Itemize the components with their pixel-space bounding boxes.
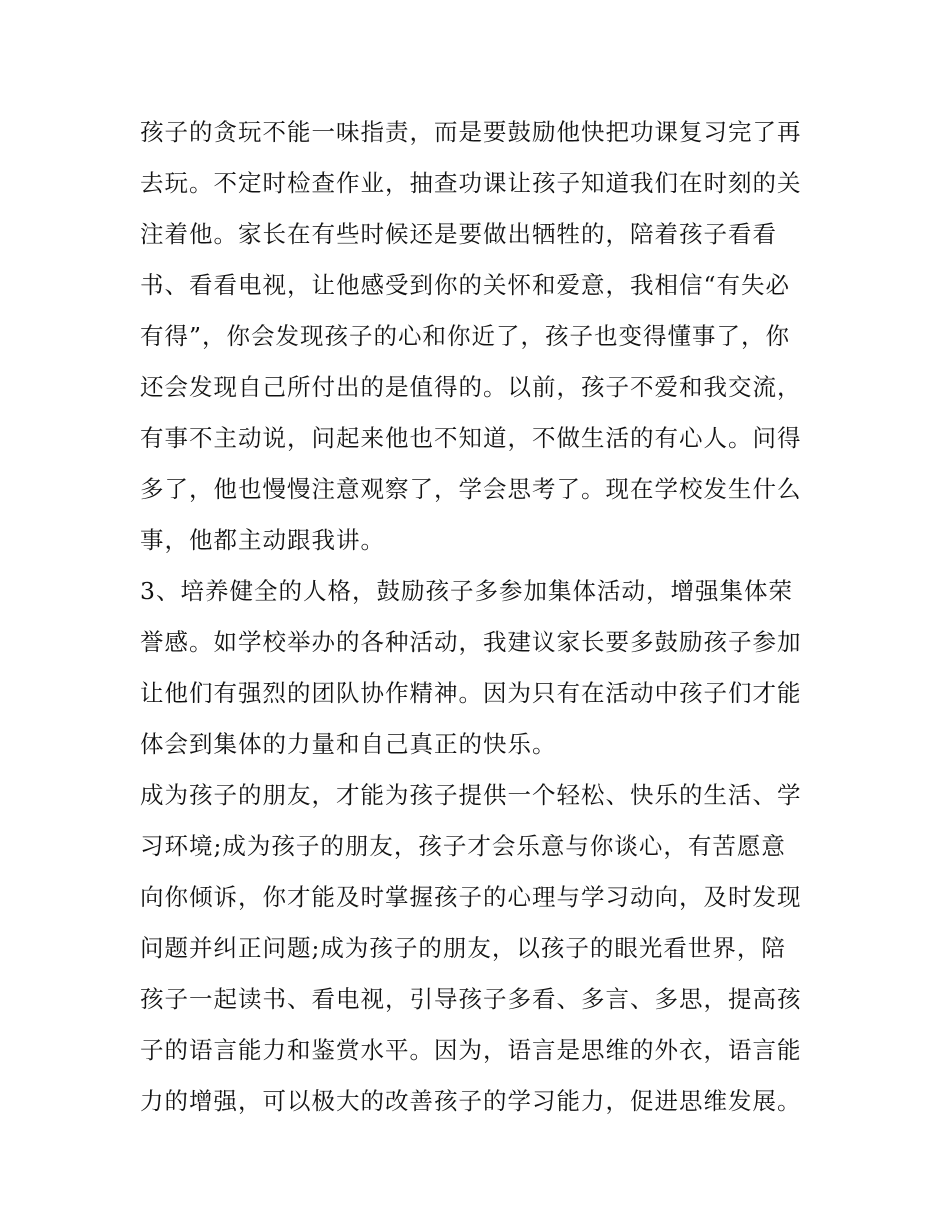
text-line: 力的增强，可以极大的改善孩子的学习能力，促进思维发展。 — [140, 1087, 802, 1115]
numbered-item-line: 3、培养健全的人格，鼓励孩子多参加集体活动，增强集体荣 — [140, 577, 793, 605]
text-line: 向你倾诉，你才能及时掌握孩子的心理与学习动向，及时发现 — [140, 883, 802, 911]
text-line: 习环境;成为孩子的朋友，孩子才会乐意与你谈心，有苦愿意 — [140, 832, 786, 860]
text-line: 事，他都主动跟我讲。 — [140, 526, 385, 554]
text-line: 让他们有强烈的团队协作精神。因为只有在活动中孩子们才能 — [140, 679, 802, 707]
text-line: 还会发现自己所付出的是值得的。以前，孩子不爱和我交流， — [140, 373, 802, 401]
text-line: 多了，他也慢慢注意观察了，学会思考了。现在学校发生什么 — [140, 475, 802, 503]
body-text — [140, 107, 820, 1127]
text-line: 子的语言能力和鉴赏水平。因为，语言是思维的外衣，语言能 — [140, 1036, 802, 1064]
text-line: 孩子一起读书、看电视，引导孩子多看、多言、多思，提高孩 — [140, 985, 802, 1013]
text-line: 誉感。如学校举办的各种活动，我建议家长要多鼓励孩子参加 — [140, 628, 802, 656]
text-line: 注着他。家长在有些时候还是要做出牺牲的，陪着孩子看看 — [140, 220, 777, 248]
text-line: 体会到集体的力量和自己真正的快乐。 — [140, 730, 557, 758]
text-line: 去玩。不定时检查作业，抽查功课让孩子知道我们在时刻的关 — [140, 169, 802, 197]
text-line: 有事不主动说，问起来他也不知道，不做生活的有心人。问得 — [140, 424, 802, 452]
text-line: 孩子的贪玩不能一味指责，而是要鼓励他快把功课复习完了再 — [140, 118, 802, 146]
paragraph-start-line: 成为孩子的朋友，才能为孩子提供一个轻松、快乐的生活、学 — [140, 781, 802, 809]
text-line: 书、看看电视，让他感受到你的关怀和爱意，我相信“有失必 — [140, 271, 791, 299]
text-line: 问题并纠正问题;成为孩子的朋友，以孩子的眼光看世界，陪 — [140, 934, 786, 962]
text-line: 有得”，你会发现孩子的心和你近了，孩子也变得懂事了，你 — [140, 322, 791, 350]
